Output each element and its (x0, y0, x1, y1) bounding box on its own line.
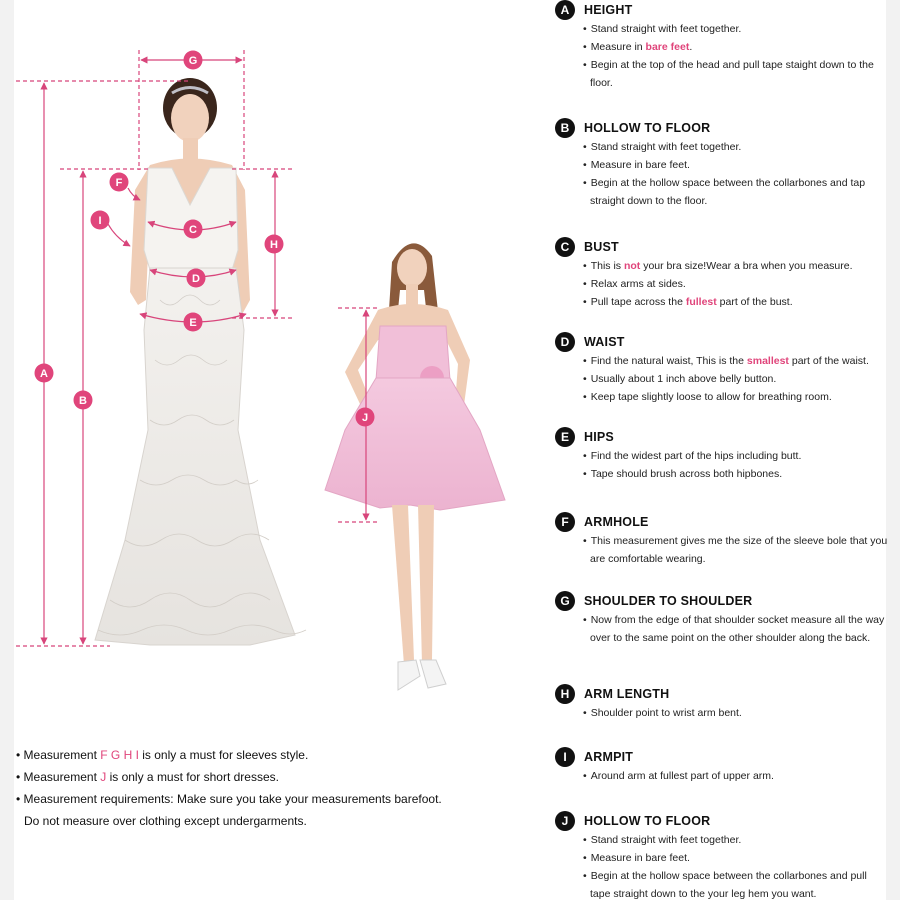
svg-text:D: D (192, 273, 200, 285)
note-item: • Measurement requirements: Make sure you take your measurements barefoot. (16, 792, 442, 806)
letter-badge: J (555, 811, 575, 831)
section-title: HOLLOW TO FLOOR (584, 121, 711, 135)
svg-text:C: C (189, 224, 197, 236)
bullet: • Stand straight with feet together. (583, 831, 890, 849)
bullet: • Measure in bare feet. (583, 38, 890, 56)
bullet: • Stand straight with feet together. (583, 20, 890, 38)
svg-text:F: F (115, 177, 123, 189)
bullet: • Measure in bare feet. (583, 156, 890, 174)
letter-badge: H (555, 684, 575, 704)
bullet: • Stand straight with feet together. (583, 138, 890, 156)
letter-badge: A (555, 0, 575, 20)
marker-i (91, 211, 110, 230)
bullet: • Relax arms at sides. (583, 275, 890, 293)
section-armhole (555, 512, 890, 568)
section-title: ARMPIT (584, 750, 634, 764)
bullet: • Usually about 1 inch above belly button. (583, 370, 890, 388)
bullet: • Begin at the top of the head and pull tape staight down to the floor. (583, 56, 890, 92)
bullet: • Find the widest part of the hips including butt. (583, 447, 890, 465)
girl-figure (325, 243, 505, 690)
bullet: • Measure in bare feet. (583, 849, 890, 867)
section-title: ARMHOLE (584, 515, 649, 529)
measurement-notes (16, 744, 536, 832)
bullet: • Find the natural waist, This is the smallest part of the waist. (583, 352, 890, 370)
note-item: Do not measure over clothing except undergarments. (24, 814, 307, 828)
section-bust (555, 237, 890, 311)
bullet: • This is not your bra size!Wear a bra when you measure. (583, 257, 890, 275)
section-title: HIPS (584, 430, 614, 444)
marker-e (184, 313, 203, 332)
svg-text:A: A (40, 368, 48, 380)
svg-text:E: E (189, 317, 197, 329)
letter-badge: E (555, 427, 575, 447)
bride-figure (95, 78, 306, 645)
svg-text:B: B (79, 395, 87, 407)
svg-text:J: J (361, 412, 369, 424)
bullet: • Now from the edge of that shoulder socket measure all the way over to the same point on the other shoulder along the back. (583, 611, 890, 647)
note-item: • Measurement F G H I is only a must for sleeves style. (16, 748, 309, 762)
marker-f (110, 173, 129, 192)
marker-c (184, 220, 203, 239)
letter-badge: G (555, 591, 575, 611)
section-title: BUST (584, 240, 619, 254)
bullet: • Pull tape across the fullest part of the bust. (583, 293, 890, 311)
bullet: • Keep tape slightly loose to allow for breathing room. (583, 388, 890, 406)
svg-text:G: G (188, 55, 198, 67)
bullet: • Begin at the hollow space between the collarbones and tap straight down to the floor. (583, 174, 890, 210)
bullet: • Shoulder point to wrist arm bent. (583, 704, 890, 722)
marker-b (74, 391, 93, 410)
letter-badge: D (555, 332, 575, 352)
measurement-figure (0, 0, 540, 720)
section-title: ARM LENGTH (584, 687, 670, 701)
section-shoulder-to-shoulder (555, 591, 890, 647)
marker-a (35, 364, 54, 383)
bullet: • Tape should brush across both hipbones. (583, 465, 890, 483)
bullet: • This measurement gives me the size of the sleeve bole that you are comfortable wearing. (583, 532, 890, 568)
bullet: • Around arm at fullest part of upper arm. (583, 767, 890, 785)
section-title: HEIGHT (584, 3, 633, 17)
section-hollow-to-hem (555, 811, 890, 903)
section-arm-length (555, 684, 890, 722)
marker-j (356, 408, 375, 427)
letter-badge: I (555, 747, 575, 767)
section-hollow-to-floor (555, 118, 890, 210)
section-title: WAIST (584, 335, 625, 349)
letter-badge: F (555, 512, 575, 532)
letter-badge: B (555, 118, 575, 138)
bullet: • Begin at the hollow space between the collarbones and pull tape straight down to the your leg hem you want. (583, 867, 890, 903)
note-item: • Measurement J is only a must for short dresses. (16, 770, 279, 784)
marker-h (265, 235, 284, 254)
svg-text:I: I (98, 215, 102, 227)
section-waist (555, 332, 890, 406)
marker-g (184, 51, 203, 70)
letter-badge: C (555, 237, 575, 257)
section-title: SHOULDER TO SHOULDER (584, 594, 753, 608)
section-armpit (555, 747, 890, 785)
marker-d (187, 269, 206, 288)
section-title: HOLLOW TO FLOOR (584, 814, 711, 828)
svg-text:H: H (270, 239, 278, 251)
section-height (555, 0, 890, 92)
section-hips (555, 427, 890, 483)
